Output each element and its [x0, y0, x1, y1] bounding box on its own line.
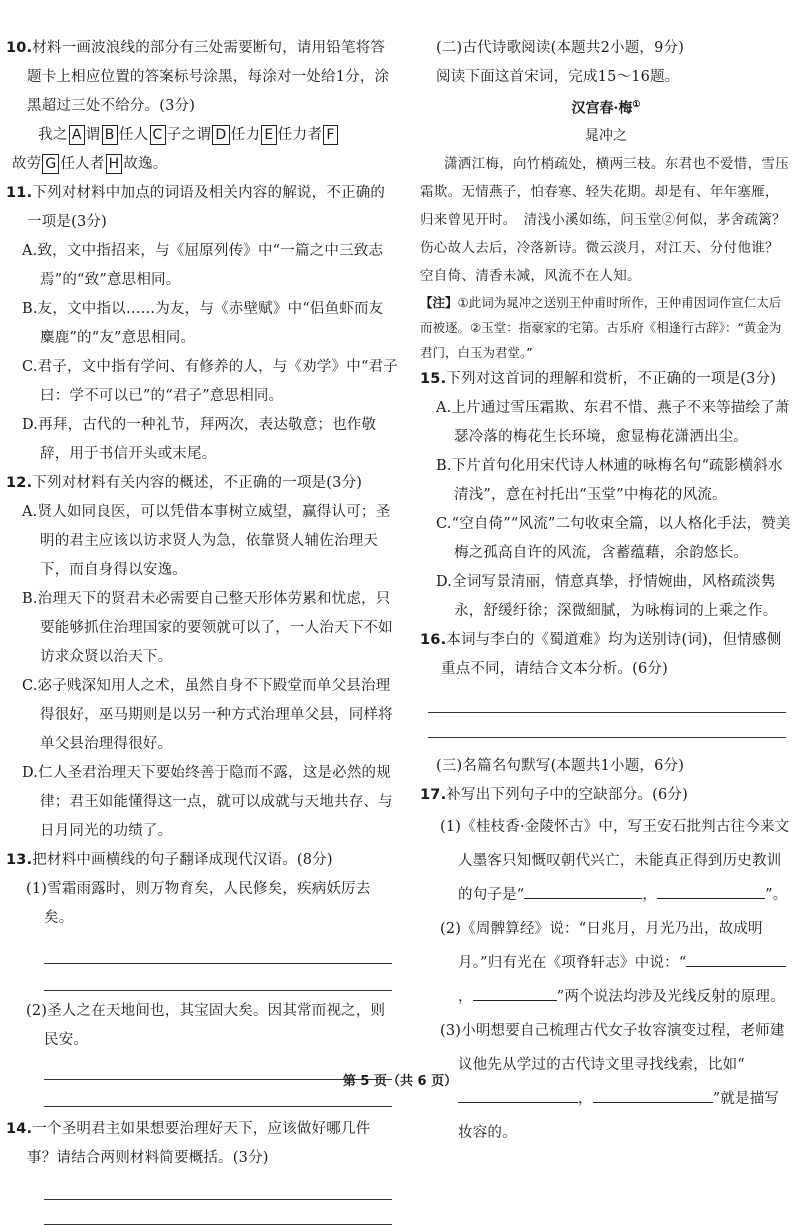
- q12-option-b[interactable]: B.治理天下的贤君未必需要自己整天形体劳累和忧虑，只要能够抓住治理国家的要领就可以了，一人治天下不如访求众贤以治天下。: [22, 591, 393, 665]
- q15-option-c[interactable]: C.“空自倚”“风流”二句收束全篇，以人格化手法，赞美梅之孤高自许的风流，含蓄蕴藉，余韵悠长。: [436, 515, 791, 561]
- question-15: 15.下列对这首词的理解和赏析，不正确的一项是(3分): [420, 370, 777, 387]
- break-box-c[interactable]: C: [150, 125, 166, 145]
- q13-sentence-1: (1)雪霜雨露时，则万物育矣，人民修矣，疾病妖厉去矣。: [26, 881, 371, 926]
- left-column: [6, 34, 398, 1225]
- question-10: 10.材料一画波浪线的部分有三处需要断句，请用铅笔将答题卡上相应位置的答案标号涂黑，每涂对一处给1分，涂黑超过三处不给分。(3分): [6, 40, 390, 114]
- fill-blank[interactable]: [686, 948, 786, 967]
- question-16: 16.本词与李白的《蜀道难》均为送别诗(词)，但情感侧重点不同，请结合文本分析。(6分): [420, 631, 782, 677]
- q17-item-2: (2)《周髀算经》说：“日兆月，月光乃出，故成明月。”归有光在《项脊轩志》中说：“， ”两个说法均涉及光线反射的原理。: [440, 920, 785, 1005]
- break-box-e[interactable]: E: [261, 125, 276, 145]
- question-13: 13.把材料中画横线的句子翻译成现代汉语。(8分): [6, 852, 333, 868]
- q12-option-a[interactable]: A.贤人如同良医，可以凭借本事树立威望，赢得认可；圣明的君主应该以访求贤人为急，依靠贤人辅佐治理天下，而自身得以安逸。: [22, 504, 391, 578]
- question-17: 17.补写出下列句子中的空缺部分。(6分): [420, 786, 688, 803]
- sentence-break-line: 我之 A 谓 B 任人 C 子之谓 D 任力 E 任力者 F: [6, 121, 398, 150]
- break-box-a[interactable]: A: [69, 125, 85, 145]
- q11-option-c[interactable]: C.君子，文中指有学问、有修养的人，与《劝学》中“君子曰：学不可以已”的“君子”意思相同。: [22, 359, 398, 404]
- poem-notes: 【注】①此词为晁冲之送别王仲甫时所作，王仲甫因词作宣仁太后而被逐。②玉堂：指豪家的宅第。古乐府《相逢行古辞》：“黄金为君门，白玉为君堂。”: [420, 294, 782, 360]
- break-box-f[interactable]: F: [323, 125, 337, 145]
- sentence-break-line-2: 故劳 G 任人者 H 故逸。: [12, 156, 168, 172]
- question-14: 14.一个圣明君主如果想要治理好天下，应该做好哪几件事？请结合两则材料简要概括。(3分): [6, 1121, 371, 1166]
- fill-blank[interactable]: [657, 880, 723, 899]
- break-box-g[interactable]: G: [42, 154, 59, 174]
- q11-option-a[interactable]: A.致，文中指招来，与《屈原列传》中“一篇之中三致志焉”的“致”意思相同。: [22, 243, 384, 288]
- q13-sentence-2: (2)圣人之在天地间也，其宝固大矣。因其常而视之，则民安。: [26, 1003, 386, 1048]
- poem-author: 晁冲之: [585, 127, 627, 144]
- fill-blank[interactable]: [524, 880, 642, 899]
- page-footer: 第 5 页（共 6 页）: [342, 1074, 458, 1089]
- poetry-instructions: 阅读下面这首宋词，完成15～16题。: [436, 69, 680, 85]
- q17-item-3: (3)小明想要自己梳理古代女子妆容演变过程，老师建议他先从学过的古代诗文里寻找线索，比如“， ”就是描写妆容的。: [440, 1022, 785, 1141]
- question-12: 12.下列对材料有关内容的概述，不正确的一项是(3分): [6, 475, 363, 491]
- right-column: [420, 34, 792, 1150]
- q15-option-b[interactable]: B.下片首句化用宋代诗人林逋的咏梅名句“疏影横斜水清浅”，意在衬托出“玉堂”中梅花的风流。: [436, 457, 783, 503]
- q15-option-a[interactable]: A.上片通过雪压霜欺、东君不惜、燕子不来等描绘了萧瑟冷落的梅花生长环境，愈显梅花潇洒出尘。: [436, 399, 790, 445]
- q12-option-d[interactable]: D.仁人圣君治理天下要始终善于隐而不露，这是必然的规律；君王如能懂得这一点，就可以成就与天地共存、与日月同光的功绩了。: [22, 765, 393, 839]
- break-box-h[interactable]: H: [106, 154, 123, 174]
- fill-blank[interactable]: [473, 982, 557, 1001]
- q11-option-b[interactable]: B.友，文中指以……为友，与《赤壁赋》中“侣鱼虾而友麋鹿”的“友”意思相同。: [22, 301, 384, 346]
- poem-body: 潇洒江梅，向竹梢疏处，横两三枝。东君也不爱惜，雪压霜欺。无情燕子，怕春寒、轻失花期。却是有、年年塞雁，归来曾见开时。 清浅小溪如练，问玉堂②何似，茅舍疏篱？伤心故人去后，冷落新诗。微云淡月，对江天、分付他谁？空自倚、清香未减，风流不在人知。: [420, 155, 789, 284]
- section-heading-poetry: (二)古代诗歌阅读(本题共2小题，9分): [436, 40, 685, 56]
- q11-option-d[interactable]: D.再拜，古代的一种礼节，拜两次，表达敬意；也作敬辞，用于书信开头或末尾。: [22, 417, 377, 462]
- break-box-b[interactable]: B: [102, 125, 118, 145]
- question-11: 11.下列对材料中加点的词语及相关内容的解说，不正确的一项是(3分): [6, 185, 386, 230]
- section-heading-recitation: (三)名篇名句默写(本题共1小题，6分): [436, 757, 685, 774]
- fill-blank[interactable]: [723, 880, 765, 899]
- q15-option-d[interactable]: D.全词写景清丽，情意真挚，抒情婉曲，风格疏淡隽永，舒缓纡徐；深微細腻，为咏梅词的上乘之作。: [436, 573, 778, 619]
- q12-option-c[interactable]: C.宓子贱深知用人之术，虽然自身不下殿堂而单父县治理得很好，巫马期则是以另一种方式治理单父县，同样将单父县治理得很好。: [22, 678, 393, 752]
- break-box-d[interactable]: D: [212, 125, 229, 145]
- q17-item-1: (1)《桂枝香·金陵怀古》中，写王安石批判古往今来文人墨客只知慨叹朝代兴亡，未能真正得到历史教训的句子是“ ， ”。: [440, 818, 790, 903]
- poem-title: 汉宫春·梅①: [571, 100, 641, 117]
